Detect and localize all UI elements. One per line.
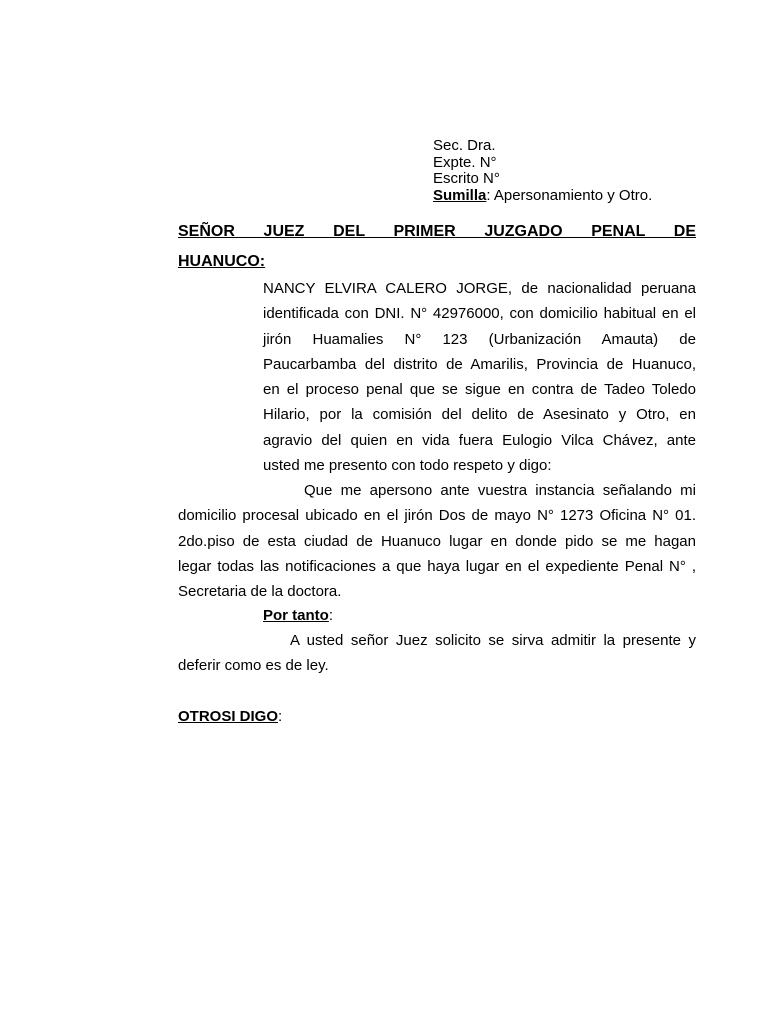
addressee-line-2: HUANUCO: — [178, 253, 266, 270]
addressee-line-1: SEÑOR JUEZ DEL PRIMER JUZGADO PENAL DE — [178, 223, 696, 240]
body-line: domicilio procesal ubicado en el jirón Dos de mayo N° 1273 Oficina N° 01. — [178, 507, 696, 525]
expediente-line: Expte. N° — [433, 153, 497, 171]
body-line: Secretaria de la doctora. — [178, 583, 342, 601]
intro-line: Hilario, por la comisión del delito de Asesinato y Otro, en — [263, 406, 696, 424]
body-line: Que me apersono ante vuestra instancia señalando mi — [304, 482, 696, 499]
request-paragraph — [178, 628, 696, 679]
intro-paragraph — [263, 276, 696, 478]
request-line: A usted señor Juez solicito se sirva admitir la presente y — [290, 632, 696, 649]
body-line: legar todas las notificaciones a que haya lugar en el expediente Penal N° , — [178, 557, 696, 575]
otrosi-heading — [178, 704, 282, 729]
sumilla-line — [433, 188, 733, 205]
intro-line: identificada con DNI. N° 42976000, con domicilio habitual en el — [263, 305, 696, 323]
intro-line: agravio del quien en vida fuera Eulogio Vilca Chávez, ante — [263, 431, 696, 449]
body-paragraph — [178, 478, 696, 604]
request-line: deferir como es de ley. — [178, 657, 329, 675]
body-line: 2do.piso de esta ciudad de Huanuco lugar en donde pido se me hagan — [178, 532, 696, 550]
por-tanto-colon: : — [328, 607, 334, 624]
intro-line: Paucarbamba del distrito de Amarilis, Provincia de Huanuco, — [263, 355, 696, 373]
case-header — [433, 138, 733, 204]
intro-line: NANCY ELVIRA CALERO JORGE, de nacionalidad peruana — [263, 280, 696, 297]
escrito-line: Escrito N° — [433, 170, 500, 187]
otrosi-label: OTROSI DIGO — [178, 708, 279, 725]
otrosi-colon: : — [278, 708, 283, 725]
intro-line: usted me presento con todo respeto y digo: — [263, 457, 552, 475]
por-tanto-label: Por tanto — [263, 607, 329, 624]
sumilla-value: : Apersonamiento y Otro. — [486, 186, 653, 204]
sumilla-label: Sumilla — [433, 186, 487, 204]
intro-line: jirón Huamalies N° 123 (Urbanización Amauta) de — [263, 330, 696, 348]
secretary-line: Sec. Dra. — [433, 137, 496, 154]
por-tanto-heading — [263, 603, 333, 628]
intro-line: en el proceso penal que se sigue en contra de Tadeo Toledo — [263, 381, 696, 399]
